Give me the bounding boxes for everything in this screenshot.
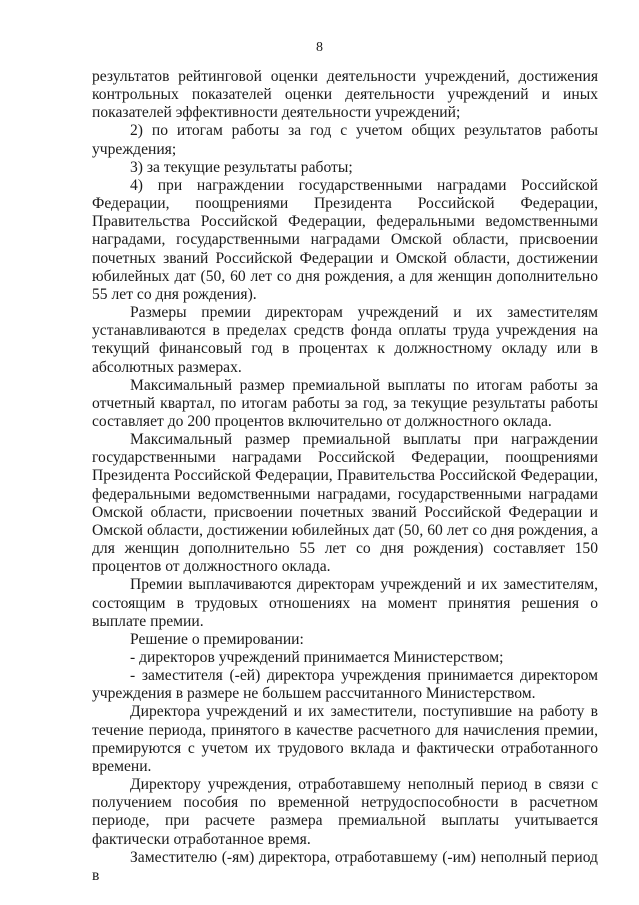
paragraph-bonus-sizes: Размеры премии директорам учреждений и их заместителям устанавливаются в пределах средств фонда оплаты труда учреждения на текущий финансовый год в процентах к должностному окладу или в абсолютных размерах. <box>92 304 598 376</box>
paragraph-sick-leave: Директору учреждения, отработавшему неполный период в связи с получением пособия по временной нетрудоспособности в расчетном периоде, при расчете размера премиальной выплаты учитывается фактически отработанное время. <box>92 776 598 848</box>
paragraph-continuation: результатов рейтинговой оценки деятельности учреждений, достижения контрольных показателей оценки деятельности учреждений и иных показателей эффективности деятельности учреждений; <box>92 68 598 122</box>
paragraph-max-bonus-quarter: Максимальный размер премиальной выплаты по итогам работы за отчетный квартал, по итогам работы за год, за текущие результаты работы составляет до 200 процентов включительно от должностного оклада. <box>92 376 598 430</box>
page-number: 8 <box>316 40 323 55</box>
paragraph-decision-heading: Решение о премировании: <box>130 630 304 648</box>
paragraph-item-3: 3) за текущие результаты работы; <box>130 158 353 176</box>
paragraph-item-2: 2) по итогам работы за год с учетом общих результатов работы учреждения; <box>92 122 598 158</box>
paragraph-item-4: 4) при награждении государственными наградами Российской Федерации, поощрениями Президента Российской Федерации, Правительства Российской Федерации, федеральными ведомственными наградами, государственными наградами Омской области, присвоении почетных званий Российской Федерации и Омской области, достижении юбилейных дат (50, 60 лет со дня рождения, а для женщин дополнительно 55 лет со дня рождения). <box>92 176 598 303</box>
paragraph-new-employees: Директора учреждений и их заместители, поступившие на работу в течение периода, принятого в качестве расчетного для начисления премии, премируются с учетом их трудового вклада и фактически отработанного времени. <box>92 703 598 775</box>
paragraph-bonus-payment: Премии выплачиваются директорам учреждений и их заместителям, состоящим в трудовых отношениях на момент принятия решения о выплате премии. <box>92 576 598 630</box>
document-body <box>92 68 598 885</box>
paragraph-deputies-partial: Заместителю (-ям) директора, отработавшему (-им) неполный период в <box>92 848 598 884</box>
paragraph-max-bonus-awards: Максимальный размер премиальной выплаты при награждении государственными наградами Российской Федерации, поощрениями Президента Российской Федерации, Правительства Российской Федерации, федеральными ведомственными наградами, государственными наградами Омской области, присвоении почетных званий Российской Федерации и Омской области, достижении юбилейных дат (50, 60 лет со дня рождения, а для женщин дополнительно 55 лет со дня рождения) составляет 150 процентов от должностного оклада. <box>92 431 598 576</box>
paragraph-decision-directors: - директоров учреждений принимается Министерством; <box>130 649 504 666</box>
paragraph-decision-deputies: - заместителя (-ей) директора учреждения принимается директором учреждения в размере не большем рассчитанного Министерством. <box>92 667 598 703</box>
